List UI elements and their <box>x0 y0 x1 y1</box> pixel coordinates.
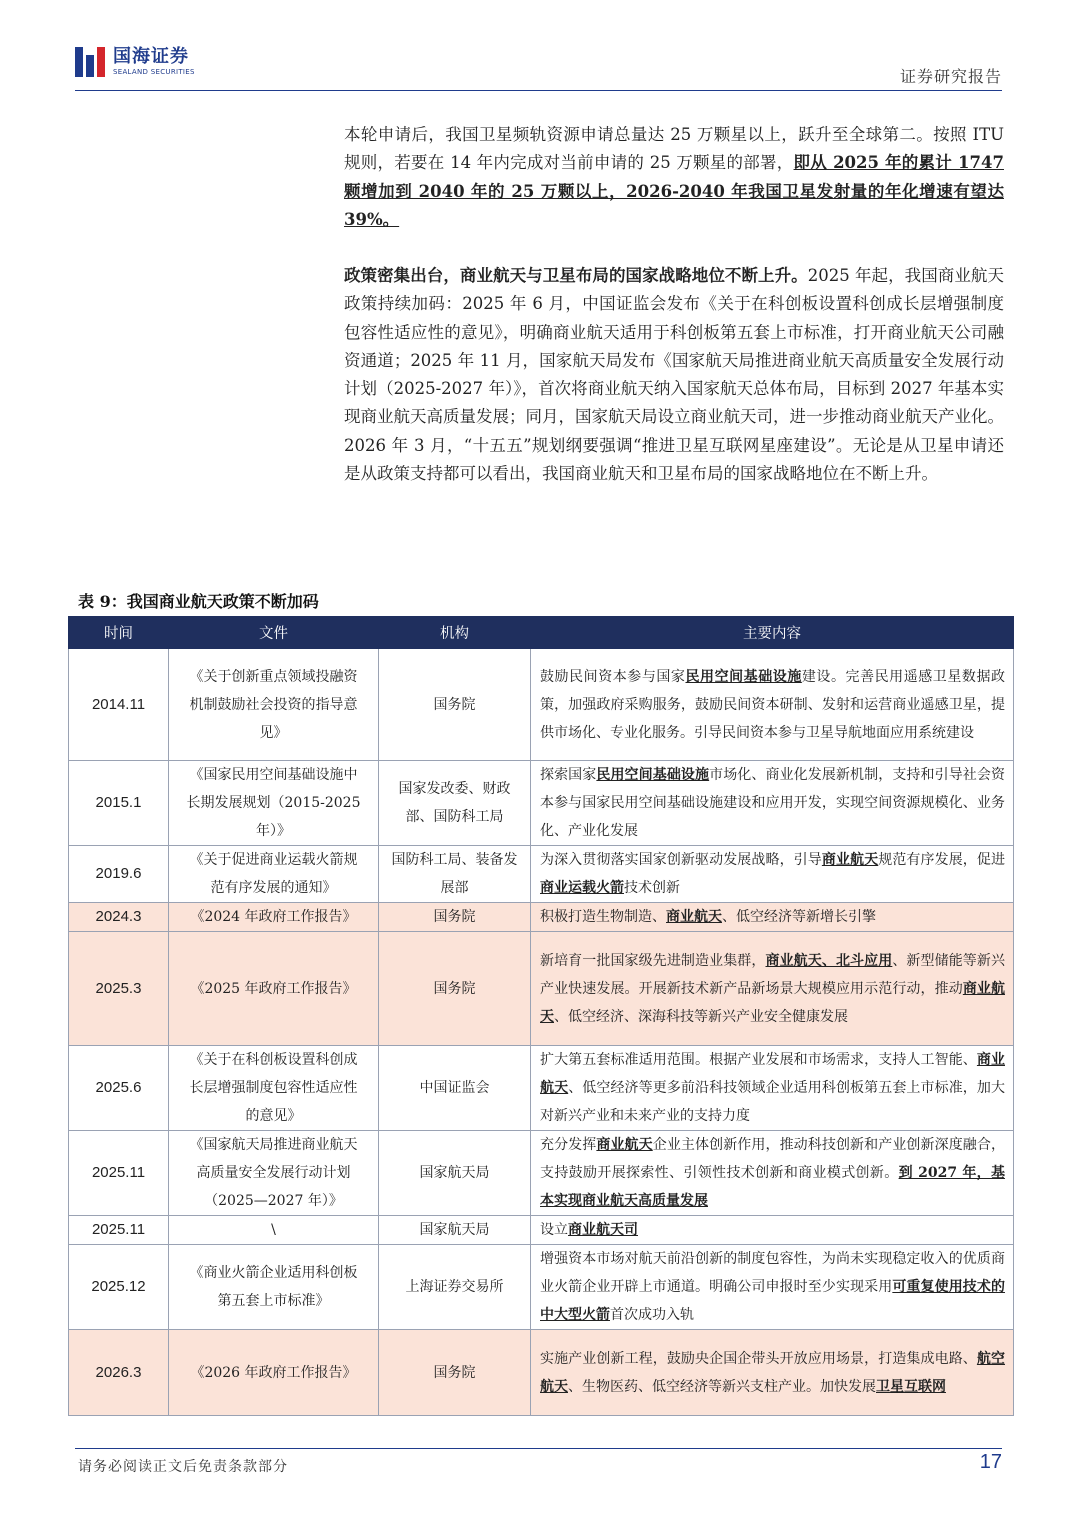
row-date: 2025.11 <box>69 1131 169 1216</box>
row-content: 实施产业创新工程，鼓励央企国企带头开放应用场景，打造集成电路、航空航天、生物医药、低空经济等新兴支柱产业。加快发展卫星互联网 <box>531 1330 1014 1416</box>
table-row <box>69 1216 1014 1245</box>
logo-mark-icon <box>75 47 105 77</box>
row-date: 2015.1 <box>69 761 169 846</box>
row-date: 2025.6 <box>69 1046 169 1131</box>
header-organization: 机构 <box>379 617 531 649</box>
row-content: 新培育一批国家级先进制造业集群，商业航天、北斗应用、新型储能等新兴产业快速发展。开展新技术新产品新场景大规模应用示范行动，推动商业航天、低空经济、深海科技等新兴产业安全健康发展 <box>531 932 1014 1046</box>
table-row <box>69 1330 1014 1416</box>
header-content: 主要内容 <box>531 617 1014 649</box>
footer-divider <box>75 1448 1002 1449</box>
row-content: 扩大第五套标准适用范围。根据产业发展和市场需求，支持人工智能、商业航天、低空经济等更多前沿科技领域企业适用科创板第五套上市标准，加大对新兴产业和未来产业的支持力度 <box>531 1046 1014 1131</box>
row-organization: 国务院 <box>379 1330 531 1416</box>
table-row <box>69 932 1014 1046</box>
row-organization: 中国证监会 <box>379 1046 531 1131</box>
row-content: 充分发挥商业航天企业主体创新作用，推动科技创新和产业创新深度融合，支持鼓励开展探索性、引领性技术创新和商业模式创新。到 2027 年，基本实现商业航天高质量发展 <box>531 1131 1014 1216</box>
header-document: 文件 <box>169 617 379 649</box>
row-document: 《商业火箭企业适用科创板第五套上市标准》 <box>169 1245 379 1330</box>
row-date: 2024.3 <box>69 903 169 932</box>
row-organization: 国务院 <box>379 903 531 932</box>
header-date: 时间 <box>69 617 169 649</box>
paragraph-policy <box>344 262 1004 488</box>
row-organization: 国家发改委、财政部、国防科工局 <box>379 761 531 846</box>
row-content: 为深入贯彻落实国家创新驱动发展战略，引导商业航天规范有序发展，促进商业运载火箭技术创新 <box>531 846 1014 903</box>
page-number: 17 <box>979 1451 1002 1473</box>
row-date: 2026.3 <box>69 1330 169 1416</box>
row-document: 《关于促进商业运载火箭规范有序发展的通知》 <box>169 846 379 903</box>
row-organization: 国务院 <box>379 932 531 1046</box>
table-title: 表 9：我国商业航天政策不断加码 <box>78 592 319 611</box>
row-content: 鼓励民间资本参与国家民用空间基础设施建设。完善民用遥感卫星数据政策，加强政府采购服务，鼓励民间资本研制、发射和运营商业遥感卫星，提供市场化、专业化服务。引导民间资本参与卫星导航地面应用系统建设 <box>531 649 1014 761</box>
row-organization: 国防科工局、装备发展部 <box>379 846 531 903</box>
paragraph2-body: 2025 年起，我国商业航天政策持续加码：2025 年 6 月，中国证监会发布《关于在科创板设置科创成长层增强制度包容性适应性的意见》，明确商业航天适用于科创板第五套上市标准，打开商业航天公司融资通道；2025 年 11 月，国家航天局发布《国家航天局推进商业航天高质量安全发展行动计划（2025-2027 年）》，首次将商业航天纳入国家航天总体布局，目标到 2027 年基本实现商业航天高质量发展；同月，国家航天局设立商业航天司，进一步推动商业航天产业化。2026 年 3 月，“十五五”规划纲要强调“推进卫星互联网星座建设”。无论是从卫星申请还是从政策支持都可以看出，我国商业航天和卫星布局的国家战略地位在不断上升。 <box>344 266 1004 484</box>
paragraph1-sentence1: 本轮申请后，我国卫星频轨资源申请总量达 25 万颗星以上，跃升至全球第二。按照 ITU 规则，若要在 14 年内完成对当前申请的 25 万颗星的部署， <box>344 125 1004 173</box>
row-date: 2019.6 <box>69 846 169 903</box>
logo-name-en: SEALAND SECURITIES <box>113 68 195 76</box>
row-organization: 国家航天局 <box>379 1216 531 1245</box>
row-document: 《关于在科创板设置科创成长层增强制度包容性适应性的意见》 <box>169 1046 379 1131</box>
paragraph-satellite-applications <box>344 121 1004 234</box>
table-row <box>69 846 1014 903</box>
row-date: 2025.11 <box>69 1216 169 1245</box>
table-row <box>69 649 1014 761</box>
row-document: \ <box>169 1216 379 1245</box>
row-organization: 国家航天局 <box>379 1131 531 1216</box>
report-type: 证券研究报告 <box>899 67 1002 86</box>
row-organization: 上海证券交易所 <box>379 1245 531 1330</box>
header-divider <box>75 90 1002 91</box>
row-content: 增强资本市场对航天前沿创新的制度包容性，为尚未实现稳定收入的优质商业火箭企业开辟上市通道。明确公司申报时至少实现采用可重复使用技术的中大型火箭首次成功入轨 <box>531 1245 1014 1330</box>
row-document: 《2025 年政府工作报告》 <box>169 932 379 1046</box>
row-organization: 国务院 <box>379 649 531 761</box>
row-document: 《2024 年政府工作报告》 <box>169 903 379 932</box>
page-header <box>75 42 1002 90</box>
table-row <box>69 1245 1014 1330</box>
row-document: 《国家民用空间基础设施中长期发展规划（2015-2025 年）》 <box>169 761 379 846</box>
paragraph1-highlight: 即从 2025 年的累计 1747 颗增加到 2040 年的 25 万颗以上，2026-2040 年我国卫星发射量的年化增速有望达 39%。 <box>344 153 1004 229</box>
logo-name-cn: 国海证券 <box>113 46 189 67</box>
table-row <box>69 1046 1014 1131</box>
row-content: 探索国家民用空间基础设施市场化、商业化发展新机制，支持和引导社会资本参与国家民用空间基础设施建设和应用开发，实现空间资源规模化、业务化、产业化发展 <box>531 761 1014 846</box>
table-header-row <box>69 617 1014 649</box>
paragraph2-lead: 政策密集出台，商业航天与卫星布局的国家战略地位不断上升。 <box>344 266 808 285</box>
row-document: 《2026 年政府工作报告》 <box>169 1330 379 1416</box>
footer-disclaimer: 请务必阅读正文后免责条款部分 <box>78 1459 288 1475</box>
row-content: 设立商业航天司 <box>531 1216 1014 1245</box>
row-document: 《关于创新重点领域投融资机制鼓励社会投资的指导意见》 <box>169 649 379 761</box>
row-date: 2025.12 <box>69 1245 169 1330</box>
policy-table <box>68 616 1014 1416</box>
company-logo <box>75 44 195 80</box>
row-document: 《国家航天局推进商业航天高质量安全发展行动计划（2025—2027 年）》 <box>169 1131 379 1216</box>
row-content: 积极打造生物制造、商业航天、低空经济等新增长引擎 <box>531 903 1014 932</box>
table-row <box>69 761 1014 846</box>
row-date: 2014.11 <box>69 649 169 761</box>
table-row <box>69 1131 1014 1216</box>
table-row <box>69 903 1014 932</box>
row-date: 2025.3 <box>69 932 169 1046</box>
